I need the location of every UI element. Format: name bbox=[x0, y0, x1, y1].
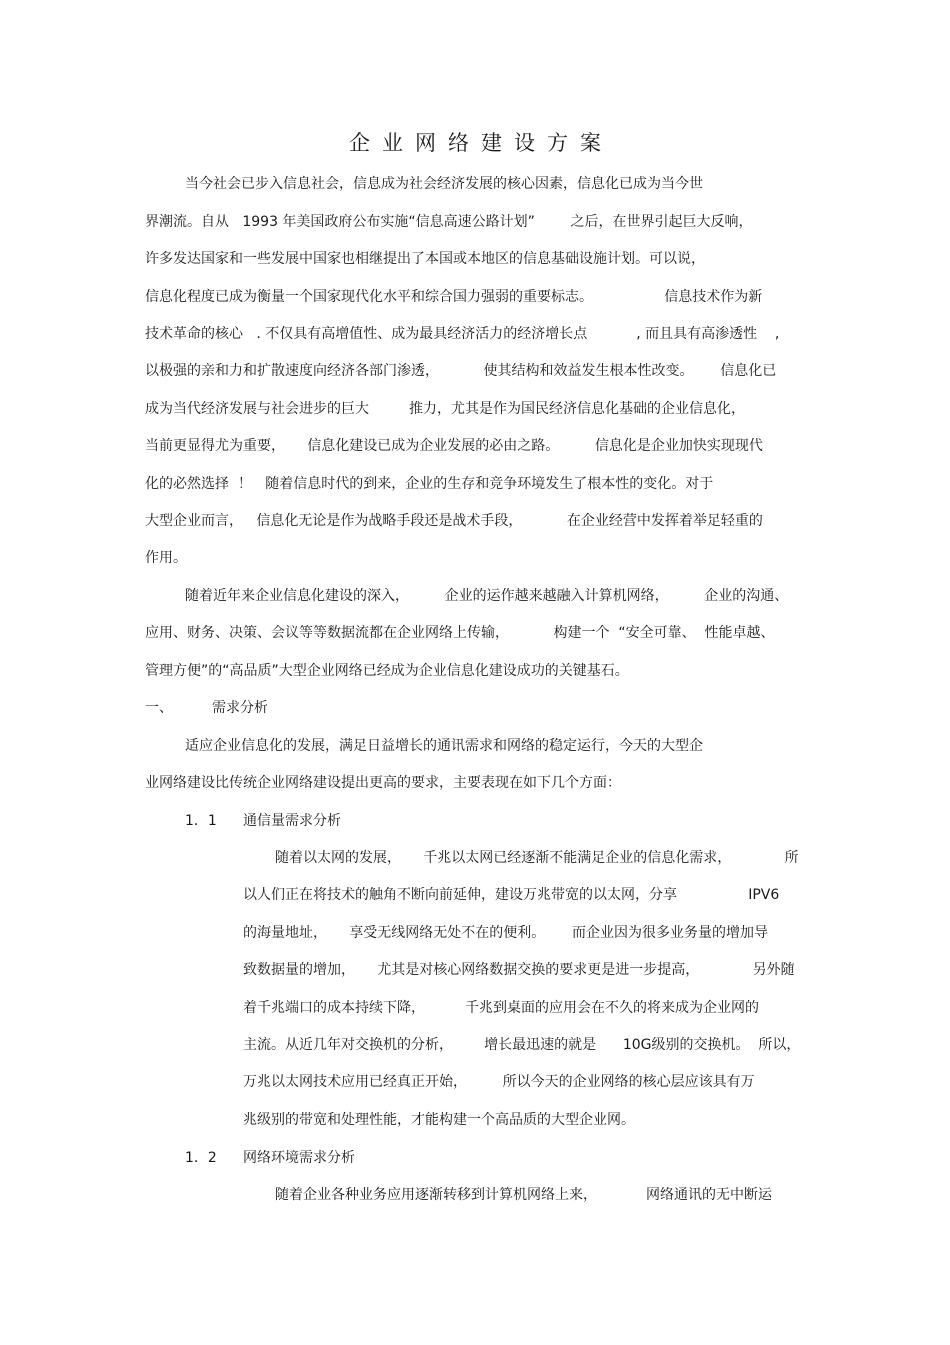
intro-line-10: 大型企业而言， 信息化无论是作为战略手段还是战术手段， 在企业经营中发挥着举足轻重的 bbox=[145, 513, 763, 529]
para2-line-1: 随着近年来企业信息化建设的深入， 企业的运作越来越融入计算机网络， 企业的沟通、 bbox=[185, 588, 789, 604]
para2-line-3: 管理方便”的“高品质”大型企业网络已经成为企业信息化建设成功的关键基石。 bbox=[145, 663, 629, 679]
intro-line-6: 以极强的亲和力和扩散速度向经济各部门渗透， 使其结构和效益发生根本性改变。 信息化已 bbox=[145, 363, 777, 379]
section-intro-line-1: 适应企业信息化的发展，满足日益增长的通讯需求和网络的稳定运行，今天的大型企 bbox=[185, 738, 703, 754]
document-title: 企业网络建设方案 bbox=[349, 131, 613, 155]
section-heading: 需求分析 bbox=[212, 700, 268, 716]
sub11-line-2: 以人们正在将技术的触角不断向前延伸，建设万兆带宽的以太网，分享 IPV6 bbox=[243, 887, 780, 903]
intro-line-5: 技术革命的核心 . 不仅具有高增值性、成为最具经济活力的经济增长点 , 而且具有高渗透性 , bbox=[145, 326, 780, 342]
para2-line-2: 应用、财务、决策、会议等等数据流都在企业网络上传输， 构建一个 “安全可靠、 性能卓越、 bbox=[145, 625, 775, 641]
intro-line-7: 成为当代经济发展与社会进步的巨大 推力，尤其是作为国民经济信息化基础的企业信息化， bbox=[145, 401, 746, 417]
sub11-line-1: 随着以太网的发展， 千兆以太网已经逐渐不能满足企业的信息化需求， 所 bbox=[275, 850, 799, 866]
subsection-heading: 通信量需求分析 bbox=[243, 813, 341, 829]
intro-line-4: 信息化程度已成为衡量一个国家现代化水平和综合国力强弱的重要标志。 信息技术作为新 bbox=[145, 289, 763, 305]
sub11-line-7: 万兆以太网技术应用已经真正开始， 所以今天的企业网络的核心层应该具有万 bbox=[243, 1074, 755, 1090]
sub11-line-8: 兆级别的带宽和处理性能，才能构建一个高品质的大型企业网。 bbox=[243, 1112, 635, 1128]
intro-line-9: 化的必然选择 ！ 随着信息时代的到来，企业的生存和竞争环境发生了根本性的变化。对于 bbox=[145, 476, 714, 492]
subsection-number: 1．2 bbox=[185, 1150, 217, 1166]
section-number: 一、 bbox=[145, 700, 173, 716]
intro-line-8: 当前更显得尤为重要， 信息化建设已成为企业发展的必由之路。 信息化是企业加快实现现代 bbox=[145, 438, 763, 454]
sub11-line-6: 主流。从近几年对交换机的分析， 增长最迅速的就是 10G级别的交换机。 所以， bbox=[243, 1037, 801, 1053]
intro-line-3: 许多发达国家和一些发展中国家也相继提出了本国或本地区的信息基础设施计划。可以说， bbox=[145, 251, 705, 267]
intro-line-11: 作用。 bbox=[145, 550, 187, 566]
intro-line-2: 界潮流。自从 1993 年美国政府公布实施“信息高速公路计划” 之后，在世界引起巨大反响， bbox=[145, 214, 753, 230]
sub11-line-5: 着千兆端口的成本持续下降， 千兆到桌面的应用会在不久的将来成为企业网的 bbox=[243, 1000, 760, 1016]
section-intro-line-2: 业网络建设比传统企业网络建设提出更高的要求，主要表现在如下几个方面： bbox=[145, 775, 621, 791]
sub11-line-4: 致数据量的增加， 尤其是对核心网络数据交换的要求更是进一步提高， 另外随 bbox=[243, 962, 795, 978]
sub12-line-1: 随着企业各种业务应用逐渐转移到计算机网络上来， 网络通讯的无中断运 bbox=[275, 1187, 772, 1203]
subsection-number: 1．1 bbox=[185, 813, 217, 829]
subsection-heading: 网络环境需求分析 bbox=[243, 1150, 355, 1166]
intro-line-1: 当今社会已步入信息社会，信息成为社会经济发展的核心因素，信息化已成为当今世 bbox=[185, 176, 703, 192]
sub11-line-3: 的海量地址， 享受无线网络无处不在的便利。 而企业因为很多业务量的增加导 bbox=[243, 925, 768, 941]
